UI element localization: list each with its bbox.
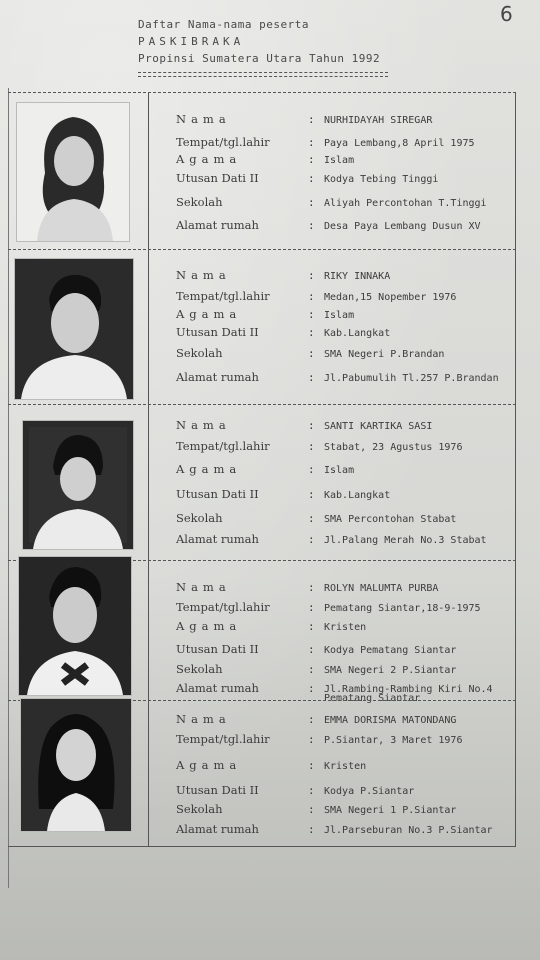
label-agama: Agama — [176, 758, 242, 772]
label-utusan: Utusan Dati II — [176, 783, 259, 797]
field-tempat: Tempat/tgl.lahir : Medan,15 Nopember 1976 — [176, 289, 457, 303]
field-tempat: Tempat/tgl.lahir : Stabat, 23 Agustus 1976 — [176, 439, 463, 453]
label-utusan: Utusan Dati II — [176, 487, 259, 501]
header-underline — [138, 72, 388, 73]
label-sekolah: Sekolah — [176, 346, 223, 360]
participant-photo-1 — [16, 102, 130, 242]
value-agama: Islam — [324, 155, 355, 166]
entry-divider — [148, 701, 149, 847]
label-sekolah: Sekolah — [176, 802, 223, 816]
value-sekolah: Aliyah Percontohan T.Tinggi — [324, 198, 487, 209]
label-nama: Nama — [176, 268, 231, 282]
entry-divider — [148, 250, 149, 405]
portrait-image — [17, 103, 129, 241]
value-utusan: Kab.Langkat — [324, 490, 391, 501]
label-tempat: Tempat/tgl.lahir — [176, 732, 270, 746]
field-alamat: Alamat rumah : Jl.Parseburan No.3 P.Siantar — [176, 822, 493, 836]
field-agama: Agama : Kristen — [176, 758, 367, 772]
field-utusan: Utusan Dati II : Kodya Tebing Tinggi — [176, 171, 439, 185]
value-sekolah: SMA Percontohan Stabat — [324, 514, 457, 525]
value-nama: RIKY INNAKA — [324, 271, 391, 282]
value-alamat: Desa Paya Lembang Dusun XV — [324, 221, 481, 232]
value-agama: Islam — [324, 310, 355, 321]
label-sekolah: Sekolah — [176, 195, 223, 209]
label-alamat: Alamat rumah — [176, 532, 259, 546]
field-alamat: Alamat rumah : Jl.Pabumulih Tl.257 P.Brandan — [176, 370, 499, 384]
value-tempat: Medan,15 Nopember 1976 — [324, 292, 457, 303]
value-tempat: Stabat, 23 Agustus 1976 — [324, 442, 463, 453]
label-agama: Agama — [176, 152, 242, 166]
entry-right-edge — [515, 93, 516, 250]
field-sekolah: Sekolah : Aliyah Percontohan T.Tinggi — [176, 195, 487, 209]
label-agama: Agama — [176, 619, 242, 633]
field-agama: Agama : Islam — [176, 307, 355, 321]
value-utusan: Kodya P.Siantar — [324, 786, 415, 797]
value-nama: SANTI KARTIKA SASI — [324, 421, 433, 432]
label-alamat: Alamat rumah — [176, 681, 259, 695]
table-bottom-rule — [8, 846, 516, 847]
field-nama: Nama : RIKY INNAKA — [176, 268, 391, 282]
label-agama: Agama — [176, 462, 242, 476]
field-nama: Nama : EMMA DORISMA MATONDANG — [176, 712, 457, 726]
field-agama: Agama : Kristen — [176, 619, 367, 633]
field-alamat: Alamat rumah : Jl.Palang Merah No.3 Stabat — [176, 532, 487, 546]
value-utusan: Kodya Pematang Siantar — [324, 645, 457, 656]
label-alamat: Alamat rumah — [176, 370, 259, 384]
value-alamat: Jl.Palang Merah No.3 Stabat — [324, 535, 487, 546]
header-line-1: Daftar Nama-nama peserta — [138, 18, 309, 31]
value-utusan: Kodya Tebing Tinggi — [324, 174, 439, 185]
label-alamat: Alamat rumah — [176, 218, 259, 232]
label-alamat: Alamat rumah — [176, 822, 259, 836]
field-agama: Agama : Islam — [176, 152, 355, 166]
field-alamat: Alamat rumah : Desa Paya Lembang Dusun XV — [176, 218, 481, 232]
value-nama: NURHIDAYAH SIREGAR — [324, 115, 433, 126]
label-nama: Nama — [176, 712, 231, 726]
value-tempat: Paya Lembang,8 April 1975 — [324, 138, 475, 149]
field-agama: Agama : Islam — [176, 462, 355, 476]
value-tempat: Pematang Siantar,18-9-1975 — [324, 603, 481, 614]
label-utusan: Utusan Dati II — [176, 325, 259, 339]
field-nama: Nama : SANTI KARTIKA SASI — [176, 418, 433, 432]
field-tempat: Tempat/tgl.lahir : Pematang Siantar,18-9-1975 — [176, 600, 481, 614]
header-line-3: Propinsi Sumatera Utara Tahun 1992 — [138, 52, 381, 65]
label-nama: Nama — [176, 580, 231, 594]
value-nama: EMMA DORISMA MATONDANG — [324, 715, 457, 726]
page-number: 6 — [500, 2, 513, 26]
value-sekolah: SMA Negeri 2 P.Siantar — [324, 665, 457, 676]
field-sekolah: Sekolah : SMA Percontohan Stabat — [176, 511, 457, 525]
entry-right-edge — [515, 405, 516, 561]
field-utusan: Utusan Dati II : Kab.Langkat — [176, 487, 391, 501]
value-alamat: Jl.Pabumulih Tl.257 P.Brandan — [324, 373, 499, 384]
field-utusan: Utusan Dati II : Kab.Langkat — [176, 325, 391, 339]
label-utusan: Utusan Dati II — [176, 171, 259, 185]
entry-right-edge — [515, 561, 516, 701]
value-nama: ROLYN MALUMTA PURBA — [324, 583, 439, 594]
field-nama: Nama : NURHIDAYAH SIREGAR — [176, 112, 433, 126]
value-alamat-2: Pematang Siantar — [324, 693, 421, 704]
portrait-image — [21, 699, 131, 831]
value-alamat: Jl.Parseburan No.3 P.Siantar — [324, 825, 493, 836]
label-tempat: Tempat/tgl.lahir — [176, 600, 270, 614]
value-agama: Islam — [324, 465, 355, 476]
entry-right-edge — [515, 701, 516, 847]
field-utusan: Utusan Dati II : Kodya Pematang Siantar — [176, 642, 457, 656]
entry-right-edge — [515, 250, 516, 405]
portrait-image — [15, 259, 133, 399]
entry-divider — [148, 405, 149, 561]
participant-photo-5 — [20, 698, 132, 832]
field-sekolah: Sekolah : SMA Negeri P.Brandan — [176, 346, 445, 360]
field-nama: Nama : ROLYN MALUMTA PURBA — [176, 580, 439, 594]
label-sekolah: Sekolah — [176, 511, 223, 525]
label-tempat: Tempat/tgl.lahir — [176, 439, 270, 453]
label-tempat: Tempat/tgl.lahir — [176, 135, 270, 149]
participant-photo-2 — [14, 258, 134, 400]
label-nama: Nama — [176, 112, 231, 126]
label-tempat: Tempat/tgl.lahir — [176, 289, 270, 303]
header-underline-2 — [138, 76, 388, 77]
value-utusan: Kab.Langkat — [324, 328, 391, 339]
field-alamat: Alamat rumah : Jl.Rambing-Rambing Kiri No.4 — [176, 681, 493, 695]
field-sekolah: Sekolah : SMA Negeri 1 P.Siantar — [176, 802, 457, 816]
label-sekolah: Sekolah — [176, 662, 223, 676]
document-header — [138, 16, 438, 67]
value-sekolah: SMA Negeri P.Brandan — [324, 349, 445, 360]
value-agama: Kristen — [324, 761, 367, 772]
field-tempat: Tempat/tgl.lahir : Paya Lembang,8 April 1975 — [176, 135, 475, 149]
value-agama: Kristen — [324, 622, 367, 633]
portrait-image — [23, 421, 133, 549]
value-alamat: Jl.Rambing-Rambing Kiri No.4 — [324, 684, 493, 695]
header-title: PASKIBRAKA — [138, 35, 245, 48]
participant-photo-4 — [18, 556, 132, 696]
value-tempat: P.Siantar, 3 Maret 1976 — [324, 735, 463, 746]
label-agama: Agama — [176, 307, 242, 321]
value-sekolah: SMA Negeri 1 P.Siantar — [324, 805, 457, 816]
portrait-image — [19, 557, 131, 695]
entry-divider — [148, 561, 149, 701]
label-nama: Nama — [176, 418, 231, 432]
label-utusan: Utusan Dati II — [176, 642, 259, 656]
entry-divider — [148, 93, 149, 250]
field-tempat: Tempat/tgl.lahir : P.Siantar, 3 Maret 1976 — [176, 732, 463, 746]
participant-photo-3 — [22, 420, 134, 550]
field-utusan: Utusan Dati II : Kodya P.Siantar — [176, 783, 415, 797]
field-sekolah: Sekolah : SMA Negeri 2 P.Siantar — [176, 662, 457, 676]
